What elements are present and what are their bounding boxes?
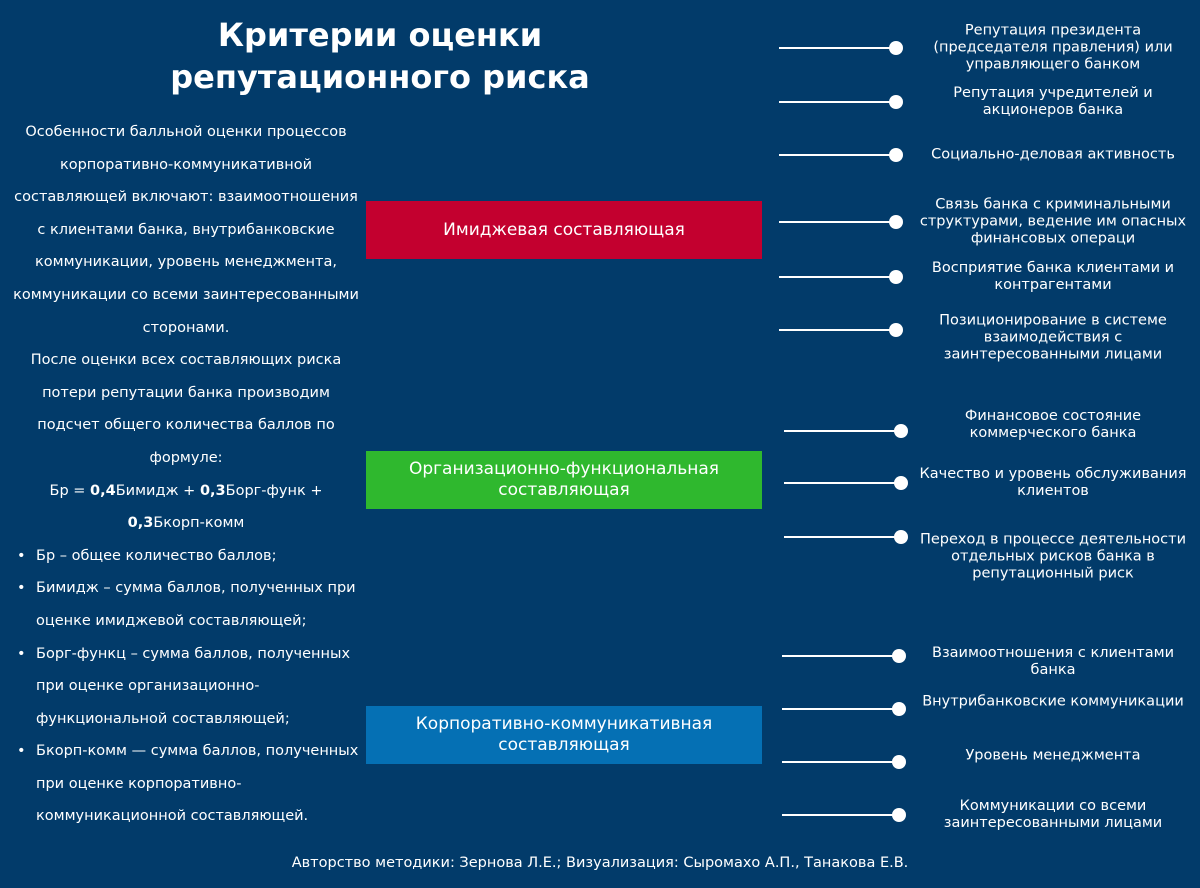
connector-dot [889,270,903,284]
formula-coef-1: 0,4 [90,482,116,499]
criterion-label: Взаимоотношения с клиентами банка [932,645,1174,678]
connector-dot [894,530,908,544]
intro-text: Особенности балльной оценки процессов корпоративно-коммуникативной составляющей включают: взаимоотношения с клиентами банка, внутрибанковские коммуникации, уровень менеджмента, коммуникации со всеми заинтересованными сторонами. [13,124,359,336]
connector-line [782,708,899,710]
criterion-label: Финансовое состояние коммерческого банка [964,408,1142,441]
criterion-label: Переход в процессе деятельности отдельных рисков банка в репутационный риск [919,531,1187,582]
connector-line [779,276,896,278]
org-component-label: Организационно-функциональная составляющая [408,459,720,500]
connector-dot [889,95,903,109]
connector-dot [892,755,906,769]
connector-line [784,430,901,432]
connector-line [784,536,901,538]
criterion-label: Позиционирование в системе взаимодействия с заинтересованными лицами [939,312,1167,363]
formula-part-2: Бимидж + [115,482,200,499]
connector-dot [892,808,906,822]
connector-dot [889,323,903,337]
criterion-label: Репутация учредителей и акционеров банка [953,85,1153,118]
connector-line [782,655,899,657]
formula-coef-2: 0,3 [199,482,226,499]
org-component-box [366,451,762,509]
connector-dot [892,649,906,663]
footer-credits: Авторство методики: Зернова Л.Е.; Визуализация: Сыромахо А.П., Танакова Е.В. [291,855,909,871]
connector-line [782,814,899,816]
legend-item: • Бр – общее количество баллов; [12,540,360,573]
formula-part-1: Бр = [49,482,91,499]
connector-dot [889,41,903,55]
formula [12,475,360,540]
criterion-label: Коммуникации со всеми заинтересованными лицами [943,798,1163,831]
connector-line [784,482,901,484]
title-line-2: репутационного риска [170,58,590,96]
criterion-label: Связь банка с криминальными структурами, ведение им опасных финансовых операци [919,196,1187,247]
connector-line [782,761,899,763]
connector-dot [892,702,906,716]
page-title [150,14,610,98]
corp-component-label: Корпоративно-коммуникативная составляющая [415,714,713,755]
formula-legend [12,540,360,833]
criterion-label: Внутрибанковские коммуникации [922,693,1184,710]
after-text: После оценки всех составляющих риска потери репутации банка производим подсчет общего количества баллов по формуле: [30,352,342,466]
connector-line [779,101,896,103]
image-component-label: Имиджевая составляющая [443,219,685,240]
corp-component-box [366,706,762,764]
connector-line [779,47,896,49]
title-line-1: Критерии оценки [217,16,543,54]
legend-item: • Бимидж – сумма баллов, полученных при оценке имиджевой составляющей; [12,572,360,637]
formula-part-4: Бкорп-комм [153,515,245,532]
description-panel [12,116,360,833]
criterion-label: Восприятие банка клиентами и контрагентами [931,260,1175,293]
criterion-label: Репутация президента (председателя правления) или управляющего банком [933,22,1173,73]
legend-item: • Борг-функц – сумма баллов, полученных при оценке организационно-функциональной составляющей; [12,638,360,736]
connector-line [779,154,896,156]
criterion-label: Уровень менеджмента [965,747,1141,764]
connector-dot [894,476,908,490]
criterion-label: Качество и уровень обслуживания клиентов [919,466,1187,499]
legend-item: • Бкорп-комм — сумма баллов, полученных при оценке корпоративно-коммуникационной составляющей. [12,735,360,833]
criterion-label: Социально-деловая активность [931,146,1175,163]
formula-coef-3: 0,3 [127,515,154,532]
formula-part-3: Борг-функ + [225,482,323,499]
connector-dot [889,148,903,162]
connector-line [779,329,896,331]
connector-dot [894,424,908,438]
connector-line [779,221,896,223]
image-component-box [366,201,762,259]
connector-dot [889,215,903,229]
